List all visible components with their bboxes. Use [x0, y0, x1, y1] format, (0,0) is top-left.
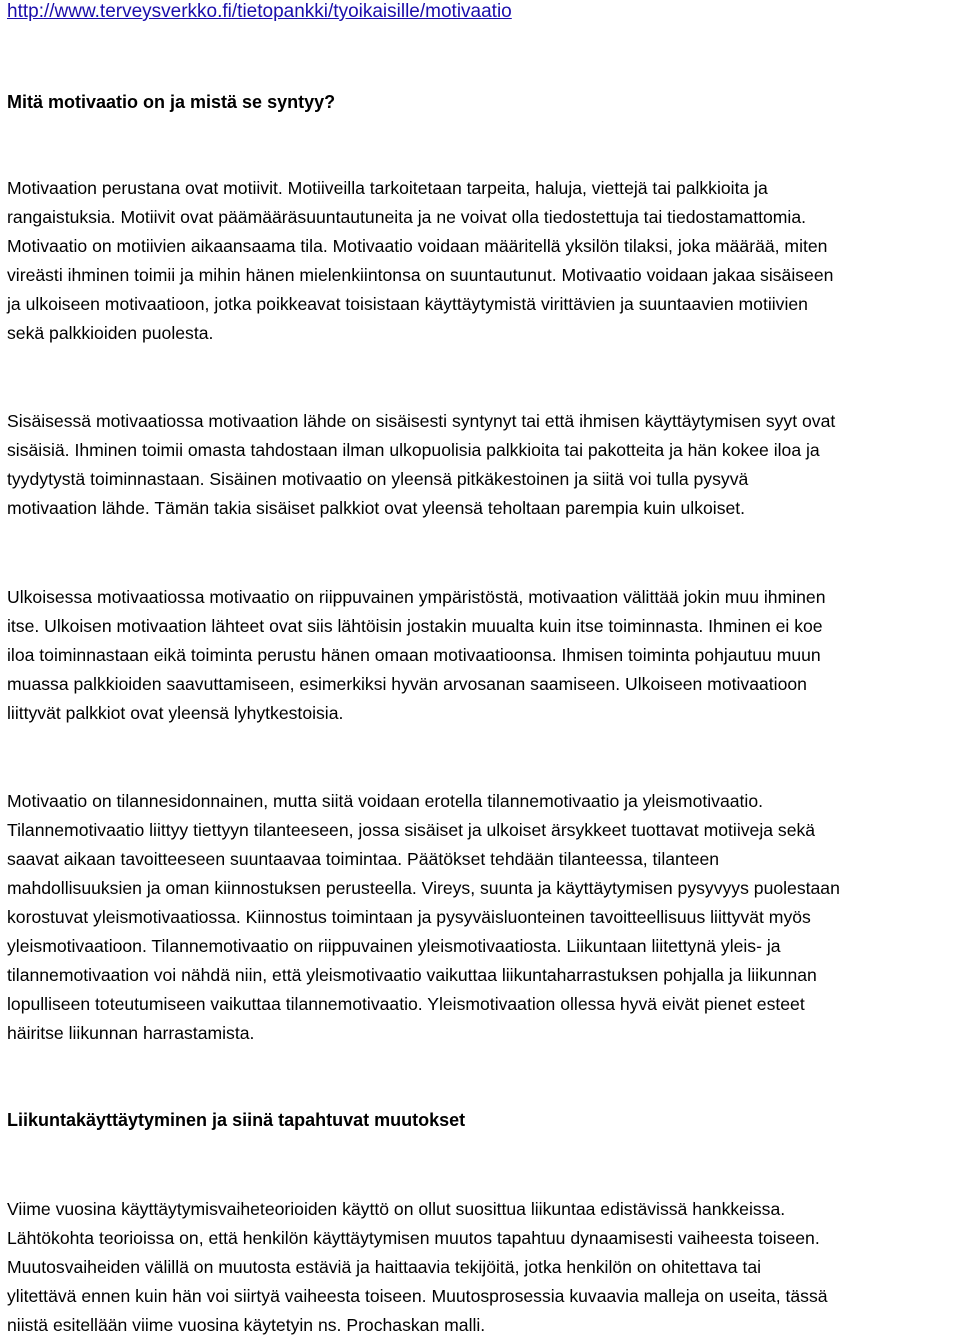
paragraph-line: Motivaatio on tilannesidonnainen, mutta siitä voidaan erotella tilannemotivaatio ja yleismotivaatio. — [7, 791, 763, 811]
paragraph-line: Lähtökohta teorioissa on, että henkilön käyttäytymisen muutos tapahtuu dynaamisesti vaiheesta toiseen. — [7, 1228, 820, 1248]
paragraph-line: ylitettävä ennen kuin hän voi siirtyä vaiheesta toiseen. Muutosprosessia kuvaavia malleja on useita, tässä — [7, 1286, 828, 1306]
paragraph-line: Sisäisessä motivaatiossa motivaation lähde on sisäisesti syntynyt tai että ihmisen käyttäytymisen syyt ovat — [7, 411, 836, 431]
paragraph-line: vireästi ihminen toimii ja mihin hänen mielenkiintonsa on suuntautunut. Motivaatio voidaan jakaa sisäiseen — [7, 265, 834, 285]
paragraph-line: Muutosvaiheiden välillä on muutosta estäviä ja haittaavia tekijöitä, jotka henkilön on ohitettava tai — [7, 1257, 762, 1277]
paragraph-line: Motivaation perustana ovat motiivit. Motiiveilla tarkoitetaan tarpeita, haluja, viettejä tai palkkioita ja — [7, 178, 768, 198]
paragraph-line: lopulliseen toteutumiseen vaikuttaa tilannemotivaatio. Yleismotivaation ollessa hyvä eivät pienet esteet — [7, 994, 805, 1014]
paragraph-line: rangaistuksia. Motiivit ovat päämääräsuuntautuneita ja ne voivat olla tiedostettuja tai tiedostamattomia. — [7, 207, 807, 227]
source-link[interactable]: http://www.terveysverkko.fi/tietopankki/tyoikaisille/motivaatio — [7, 1, 512, 22]
paragraph-line: muassa palkkioiden saavuttamiseen, esimerkiksi hyvän arvosanan saamiseen. Ulkoiseen motivaatioon — [7, 674, 807, 694]
paragraph-line: saavat aikaan tavoitteeseen suuntaavaa toimintaa. Päätökset tehdään tilanteessa, tilanteen — [7, 849, 720, 869]
section-heading-motivation: Mitä motivaatio on ja mistä se syntyy? — [7, 92, 336, 112]
paragraph-line: iloa toiminnastaan eikä toiminta perustu hänen omaan motivaatioonsa. Ihmisen toiminta pohjautuu muun — [7, 645, 821, 665]
paragraph-line: mahdollisuuksien ja oman kiinnostuksen perusteella. Vireys, suunta ja käyttäytymisen pysyvyys puolestaan — [7, 878, 840, 898]
paragraph-line: sekä palkkioiden puolesta. — [7, 323, 214, 343]
paragraph-extrinsic-motivation — [7, 583, 953, 728]
paragraph-line: Viime vuosina käyttäytymisvaiheteorioiden käyttö on ollut suosittua liikuntaa edistävissä hankkeissa. — [7, 1199, 786, 1219]
paragraph-line: korostuvat yleismotivaatiossa. Kiinnostus toimintaan ja pysyväisluonteinen tavoitteellisuus liittyvät myös — [7, 907, 811, 927]
paragraph-line: Ulkoisessa motivaatiossa motivaatio on riippuvainen ympäristöstä, motivaation välittää jokin muu ihminen — [7, 587, 826, 607]
paragraph-behavior-change — [7, 1195, 953, 1340]
paragraph-line: häiritse liikunnan harrastamista. — [7, 1023, 255, 1043]
paragraph-line: Tilannemotivaatio liittyy tiettyyn tilanteeseen, jossa sisäiset ja ulkoiset ärsykkeet tuottavat motiiveja sekä — [7, 820, 816, 840]
section-heading-exercise-behavior: Liikuntakäyttäytyminen ja siinä tapahtuvat muutokset — [7, 1110, 466, 1130]
paragraph-line: itse. Ulkoisen motivaation lähteet ovat siis lähtöisin jostakin muualta kuin itse toiminnasta. Ihminen ei koe — [7, 616, 823, 636]
paragraph-motives — [7, 174, 953, 348]
paragraph-line: liittyvät palkkiot ovat yleensä lyhytkestoisia. — [7, 703, 344, 723]
paragraph-intrinsic-motivation — [7, 407, 953, 523]
paragraph-situational-motivation — [7, 787, 953, 1048]
paragraph-line: ja ulkoiseen motivaatioon, jotka poikkeavat toisistaan käyttäytymistä virittävien ja suuntaavien motiivien — [7, 294, 808, 314]
paragraph-line: sisäisiä. Ihminen toimii omasta tahdostaan ilman ulkopuolisia palkkioita tai pakotteita ja hän kokee iloa ja — [7, 440, 820, 460]
paragraph-line: niistä esitellään viime vuosina käytetyin ns. Prochaskan malli. — [7, 1315, 486, 1335]
paragraph-line: tilannemotivaation voi nähdä niin, että yleismotivaatio vaikuttaa liikuntaharrastuksen pohjalla ja liikunnan — [7, 965, 817, 985]
paragraph-line: Motivaatio on motiivien aikaansaama tila. Motivaatio voidaan määritellä yksilön tilaksi, joka määrää, miten — [7, 236, 828, 256]
paragraph-line: tyydytystä toiminnastaan. Sisäinen motivaatio on yleensä pitkäkestoinen ja siitä voi tulla pysyvä — [7, 469, 749, 489]
paragraph-line: yleismotivaatioon. Tilannemotivaatio on riippuvainen yleismotivaatiosta. Liikuntaan liitettynä yleis- ja — [7, 936, 781, 956]
paragraph-line: motivaation lähde. Tämän takia sisäiset palkkiot ovat yleensä teholtaan parempia kuin ulkoiset. — [7, 498, 746, 518]
